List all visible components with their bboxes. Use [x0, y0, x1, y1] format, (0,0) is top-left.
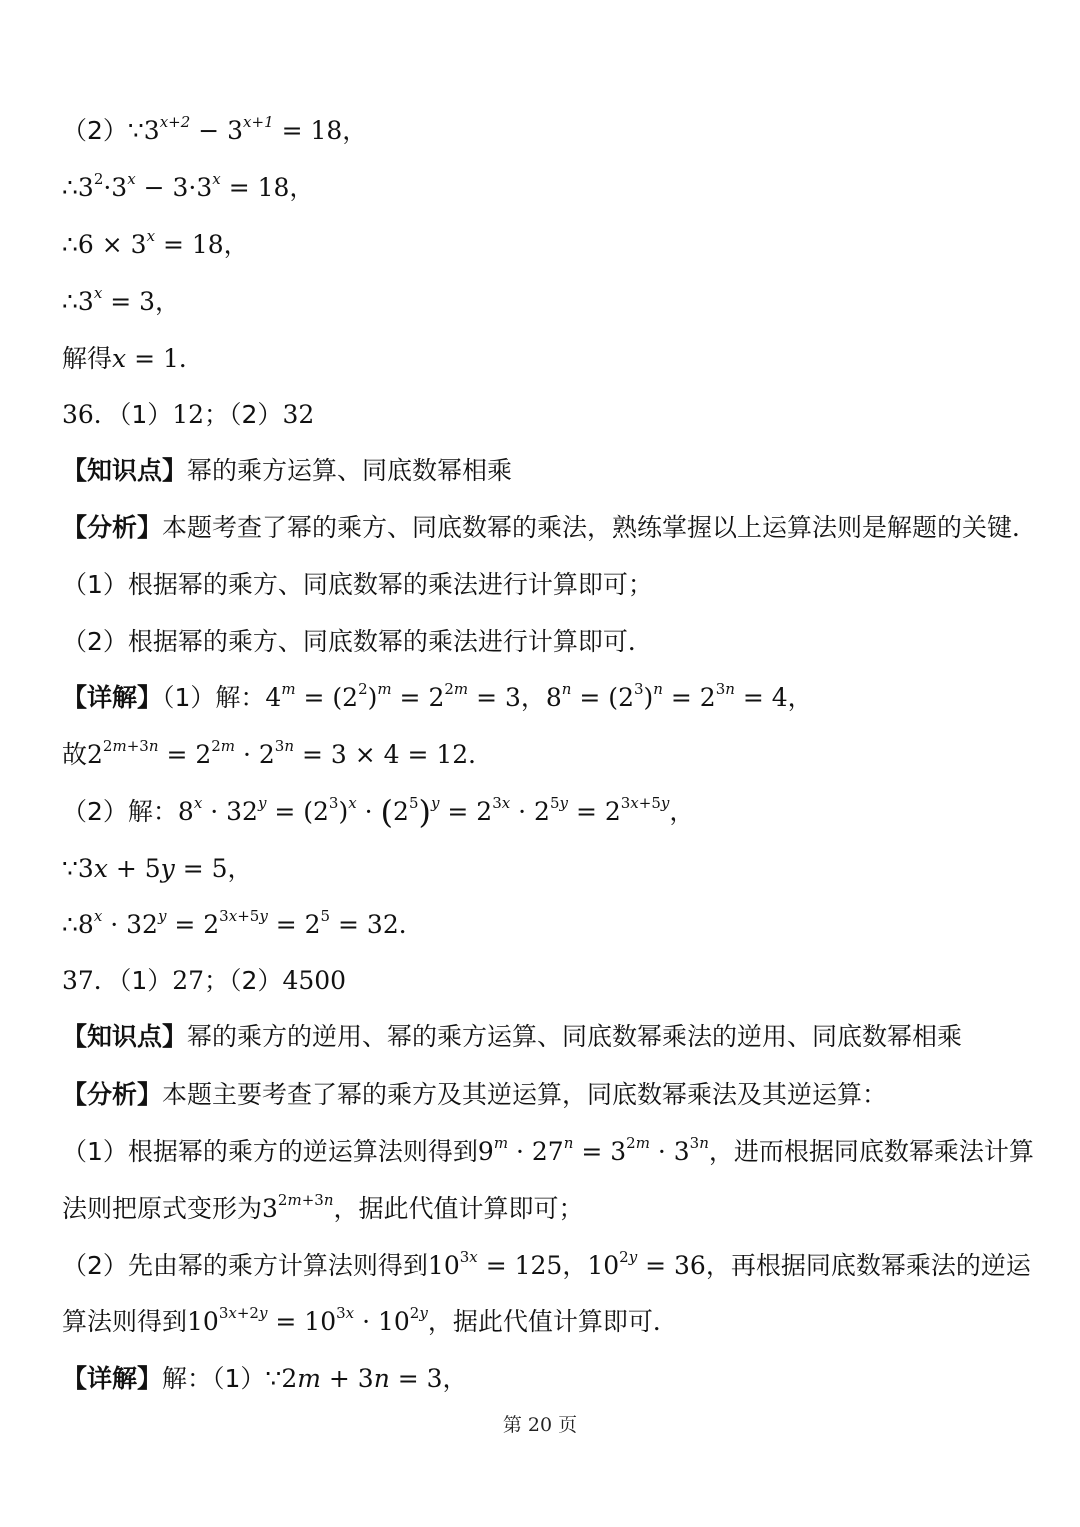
answer-heading: 37．（1）27；（2）4500	[62, 966, 347, 995]
analysis-line: 【分析】本题主要考查了幂的乘方及其逆运算，同底数幂乘法及其逆运算：	[62, 1080, 888, 1109]
analysis-line: 法则把原式变形为$3^{2m+3n}$，据此代值计算即可；	[62, 1191, 584, 1223]
solution-line: $(2)\because 3^{x+2} - 3^{x+1} = 18$，	[62, 113, 368, 145]
analysis-line: （1）根据幂的乘方、同底数幂的乘法进行计算即可；	[62, 570, 653, 599]
page-number: 第 20 页	[502, 1414, 578, 1436]
detail-line: 故$2^{2m+3n} = 2^{2m} \cdot 2^{3n} = 3 \times 4 = 12$．	[62, 737, 494, 769]
detail-line: 【详解】（1）解：$4^m = (2^2)^m = 2^{2m} = 3$，$8^n = (2^3)^n = 2^{3n} = 4$，	[62, 680, 813, 712]
analysis-line: （2）根据幂的乘方、同底数幂的乘法进行计算即可．	[62, 627, 653, 656]
detail-line: （2）解：$8^x \cdot 32^y = (2^3)^x \cdot (2^5)^y = 2^{3x} \cdot 2^{5y} = 2^{3x+5y}$，	[62, 793, 695, 831]
analysis-line: （2）先由幂的乘方计算法则得到$10^{3x} = 125$，$10^{2y} = 36$，再根据同底数幂乘法的逆运	[62, 1248, 1031, 1280]
analysis-line: 算法则得到$10^{3x+2y} = 10^{3x} \cdot 10^{2y}$，据此代值计算即可．	[62, 1304, 678, 1336]
analysis-line: （1）根据幂的乘方的逆运算法则得到$9^m \cdot 27^n = 3^{2m} \cdot 3^{3n}$，进而根据同底数幂乘法计算	[62, 1134, 1034, 1166]
detail-line: 【详解】解：（1）∵2m + 3n = 3，	[62, 1364, 468, 1393]
detail-line: $\therefore 8^x \cdot 32^y = 2^{3x+5y} = 2^5 = 32$．	[62, 907, 424, 939]
answer-heading: 36．（1）12；（2）32	[62, 400, 315, 429]
knowledge-point: 【知识点】幂的乘方运算、同底数幂相乘	[62, 456, 513, 485]
detail-line: ∵3x + 5y = 5，	[62, 854, 253, 883]
solution-line: $\therefore 3^x = 3$，	[62, 284, 181, 316]
analysis-line: 【分析】本题考查了幂的乘方、同底数幂的乘法，熟练掌握以上运算法则是解题的关键．	[62, 513, 1038, 542]
solution-line: $\therefore 3^2\cdot 3^x - 3\cdot 3^x = 18$，	[62, 170, 315, 202]
solution-line: ∴6 × $3^x = 18$，	[62, 227, 249, 259]
solution-line: 解得x = 1．	[62, 344, 204, 373]
knowledge-point: 【知识点】幂的乘方的逆用、幂的乘方运算、同底数幂乘法的逆用、同底数幂相乘	[62, 1022, 963, 1051]
